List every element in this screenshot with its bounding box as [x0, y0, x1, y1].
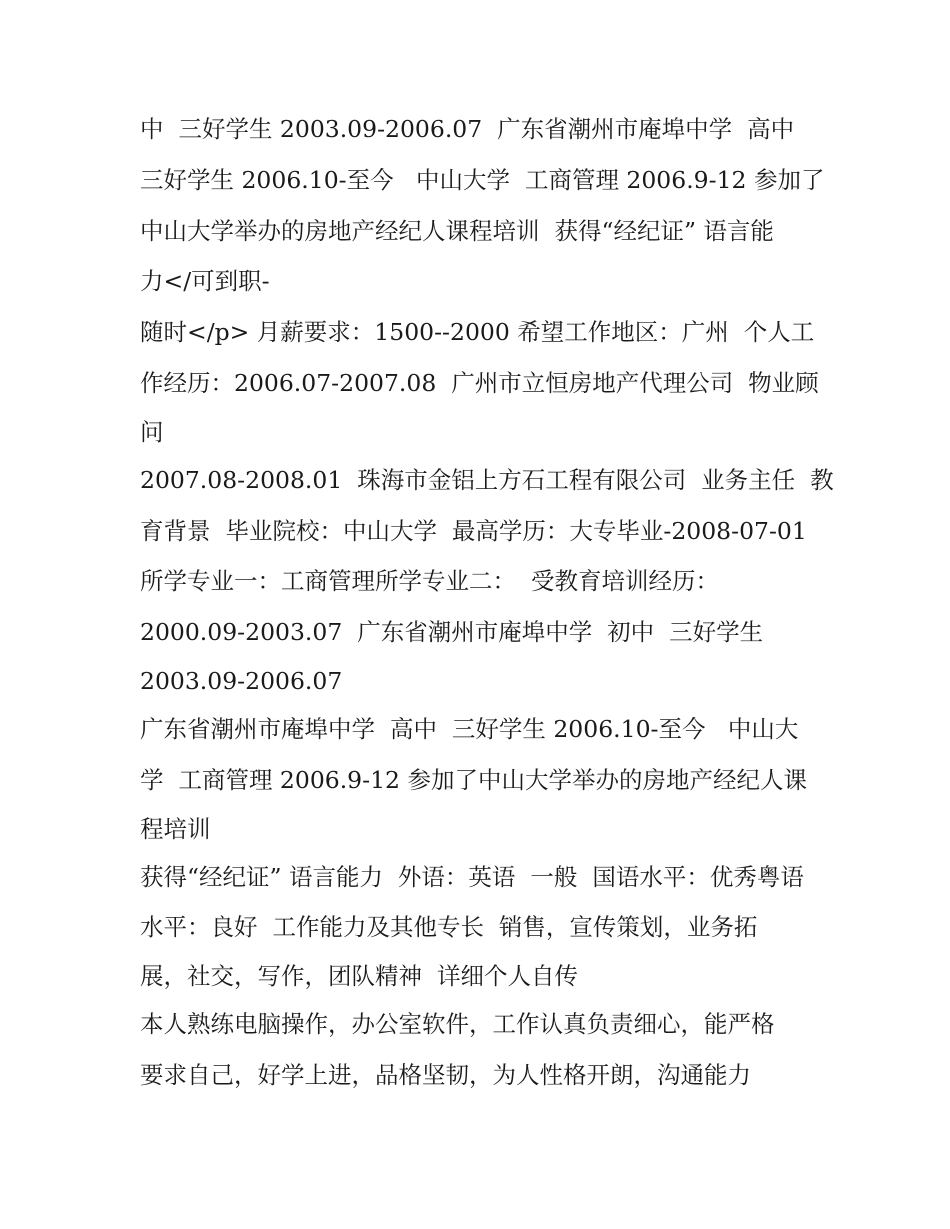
text-line: 水平：良好 工作能力及其他专长 销售，宣传策划，业务拓: [140, 913, 758, 942]
text-line: 育背景 毕业院校：中山大学 最高学历：大专毕业-2008-07-01: [140, 516, 807, 545]
text-line: 中 三好学生 2003.09-2006.07 广东省潮州市庵埠中学 高中: [140, 115, 795, 143]
text-line: 要求自己，好学上进，品格坚韧，为人性格开朗，沟通能力: [140, 1060, 751, 1089]
text-line: 作经历：2006.07-2007.08 广州市立恒房地产代理公司 物业顾: [140, 368, 819, 397]
text-line: 本人熟练电脑操作，办公室软件，工作认真负责细心，能严格: [140, 1010, 775, 1039]
text-line: 中山大学举办的房地产经纪人课程培训 获得“经纪证” 语言能: [140, 216, 774, 245]
text-line: 学 工商管理 2006.9-12 参加了中山大学举办的房地产经纪人课: [140, 765, 807, 794]
text-line: 程培训: [140, 814, 211, 843]
text-line: 三好学生 2006.10-至今 中山大学 工商管理 2006.9-12 参加了: [140, 165, 825, 194]
text-line: 2000.09-2003.07 广东省潮州市庵埠中学 初中 三好学生: [140, 618, 764, 647]
text-line: 2003.09-2006.07: [140, 666, 343, 695]
text-line: 随时</p> 月薪要求：1500--2000 希望工作地区：广州 个人工: [140, 318, 815, 347]
text-line: 广东省潮州市庵埠中学 高中 三好学生 2006.10-至今 中山大: [140, 714, 799, 743]
text-line: 2007.08-2008.01 珠海市金铝上方石工程有限公司 业务主任 教: [140, 465, 834, 494]
text-line: 所学专业一：工商管理所学专业二： 受教育培训经历：: [140, 567, 719, 596]
text-line: 获得“经纪证” 语言能力 外语：英语 一般 国语水平：优秀粤语: [140, 862, 804, 891]
text-line: 力</可到职-: [140, 267, 270, 296]
text-line: 展，社交，写作，团队精神 详细个人自传: [140, 962, 578, 991]
text-line: 问: [140, 417, 164, 446]
resume-text-block: [140, 104, 834, 1101]
